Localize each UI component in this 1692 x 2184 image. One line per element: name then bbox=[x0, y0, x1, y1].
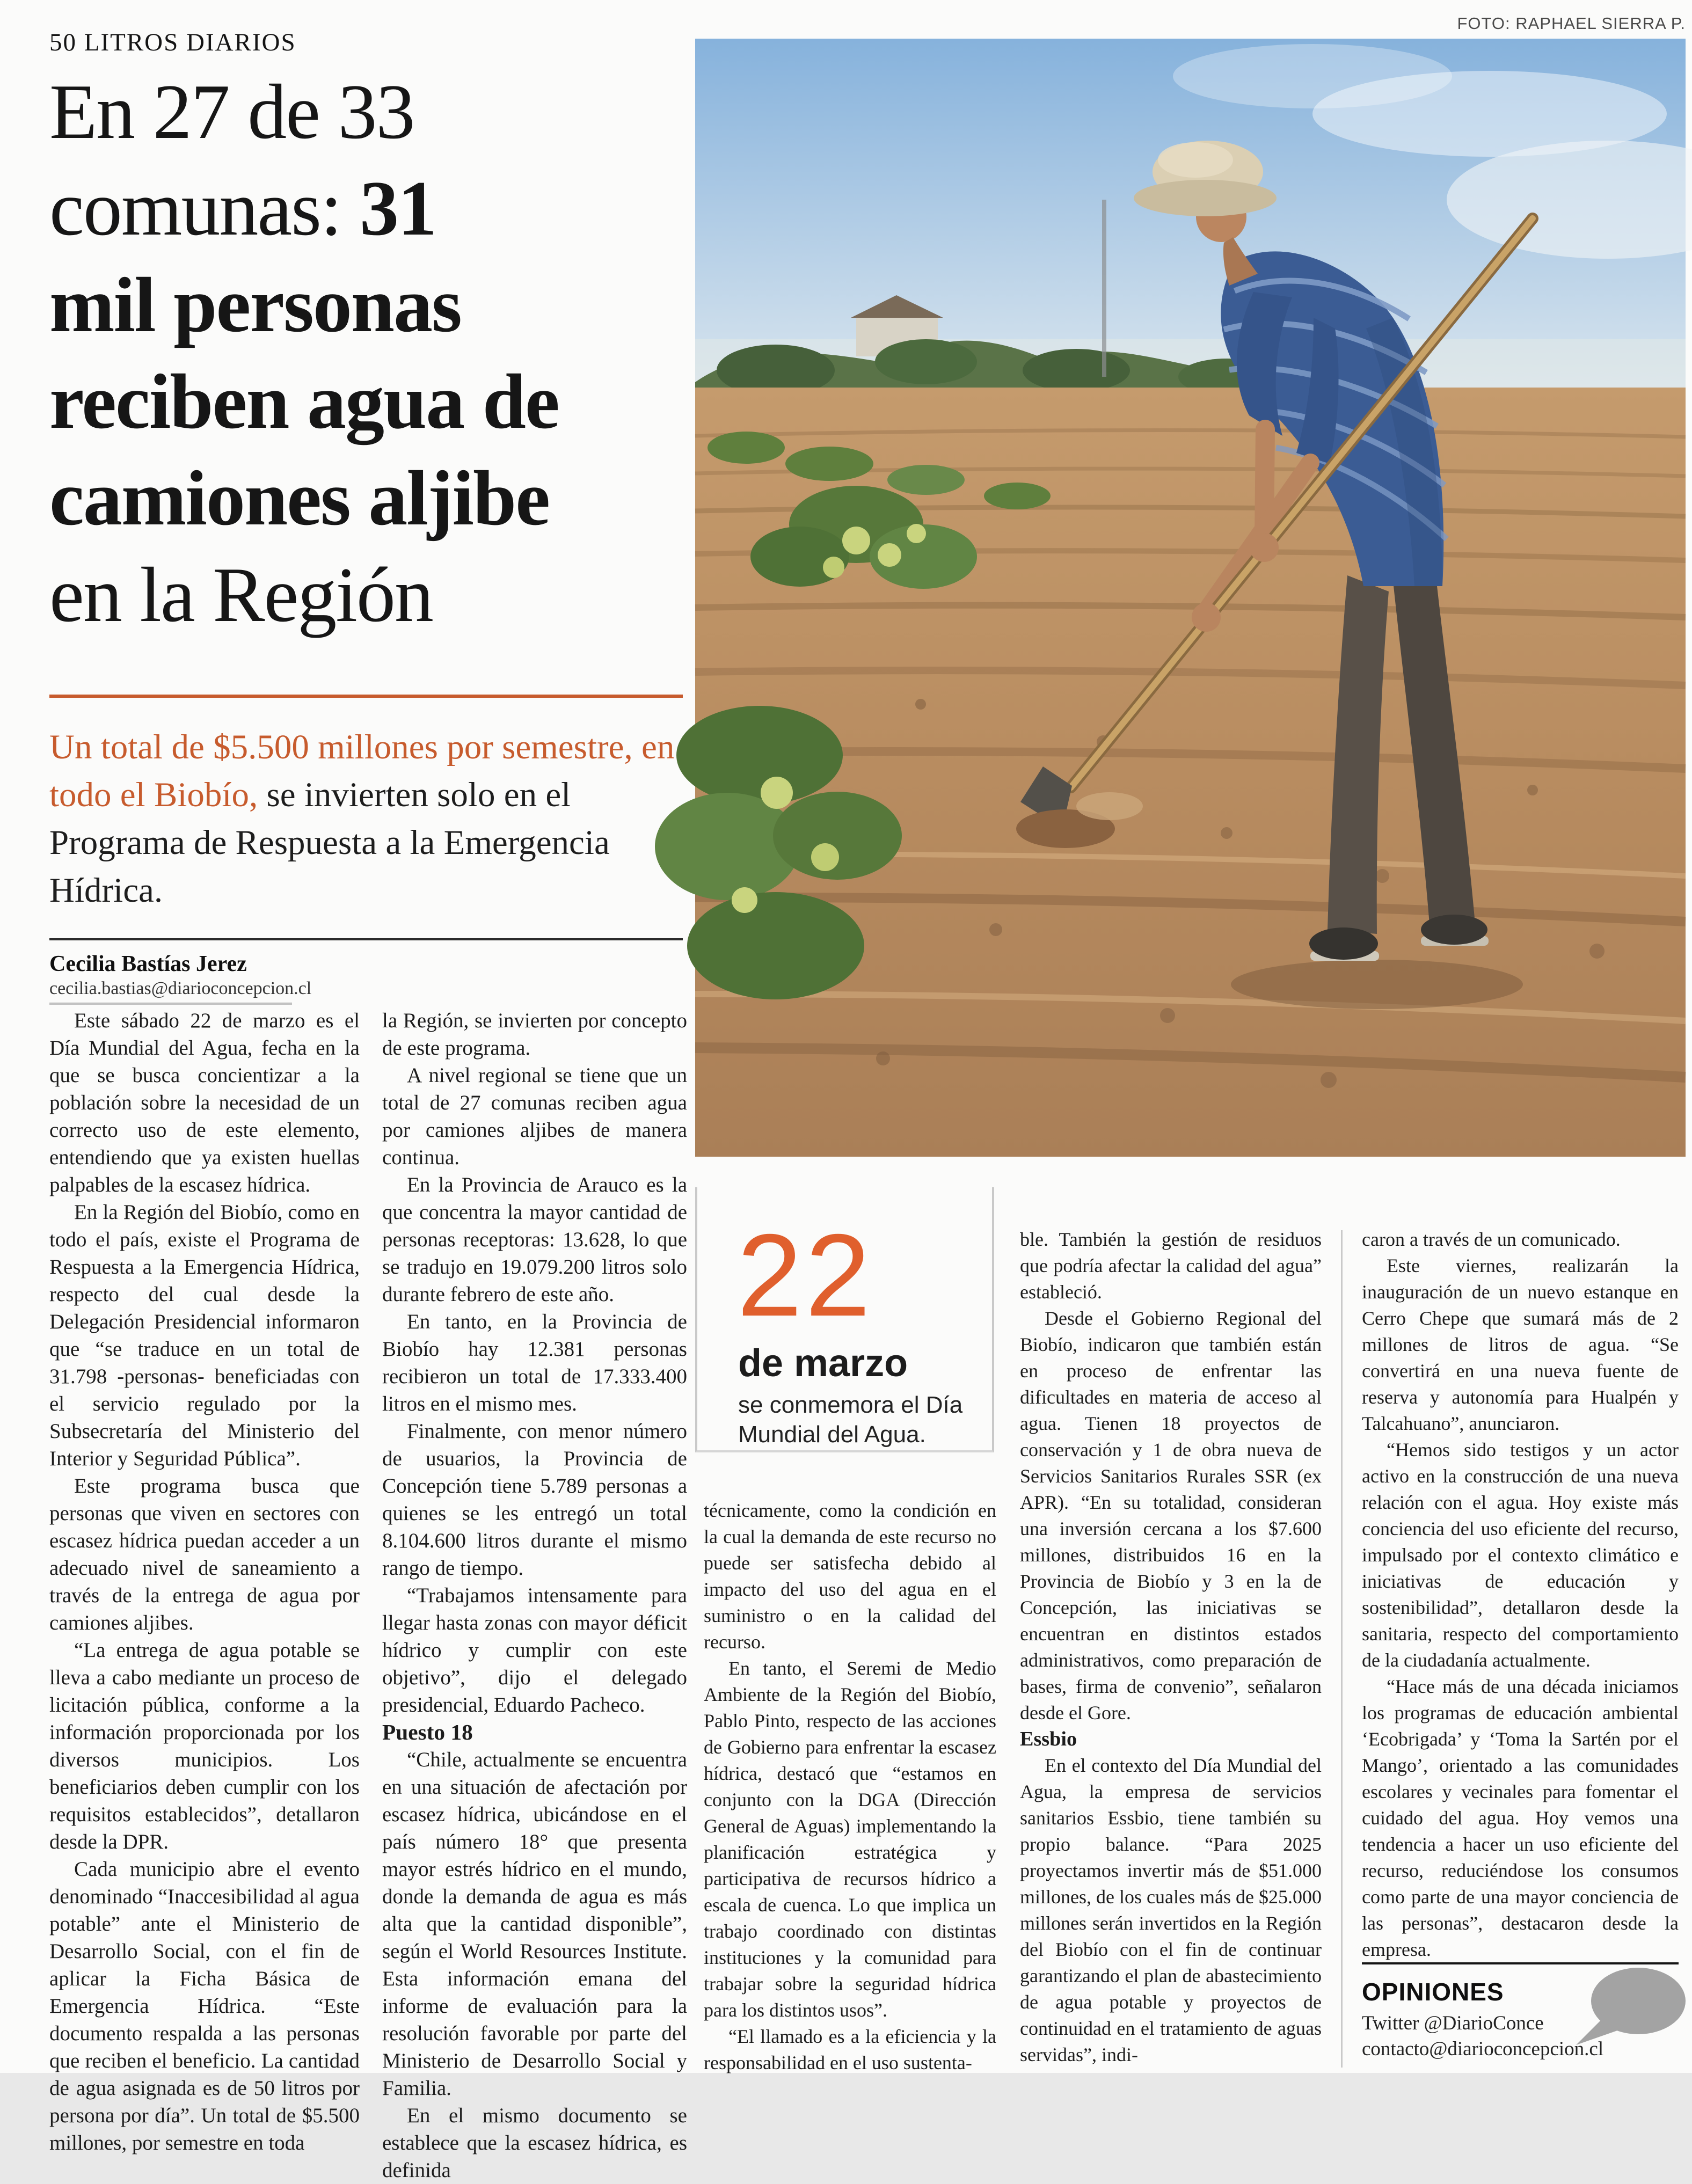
body-paragraph: Desde el Gobierno Regional del Biobío, indicaron que también están en proceso de enfrentar las dificultades en materia de acceso al agua. Tienen 18 proyectos de conservación y 1 de obra nueva de Servicios Sanitarios Rurales SSR (ex APR). “En su totalidad, consideran una inversión cercana a los $7.600 millones, distribuidos 16 en la Provincia de Biobío y 3 en la de Concepción, las iniciativas se encuentran en distintos estados administrativos, como preparación de bases, firma de convenio”, señalaron desde el Gore. bbox=[1020, 1308, 1322, 1723]
subhead-orange-text: Un total de $5.500 millones por semestre, en todo el Biobío, bbox=[49, 728, 675, 814]
callout-number: 22 bbox=[737, 1210, 874, 1341]
body-paragraph: Este sábado 22 de marzo es el Día Mundial del Agua, fecha en la que se busca concientizar a la población sobre la necesidad de un correcto uso de este elemento, entendiendo que ya existen huellas palpables de la escasez hídrica. bbox=[49, 1009, 360, 1196]
speech-bubble-icon bbox=[1573, 1967, 1687, 2048]
body-paragraph: Cada municipio abre el evento denominado “Inaccesibilidad al agua potable” ante el Ministerio de Desarrollo Social, con el fin de aplicar la Ficha Básica de Emergencia Hídrica. “Este documento respalda a las personas que reciben el beneficio. La cantidad de agua asignada es de 50 litros por persona por día”. Un total de $5.500 millones, por semestre en toda bbox=[49, 1858, 360, 2154]
hand bbox=[1192, 603, 1221, 632]
body-paragraph: “Chile, actualmente se encuentra en una situación de afectación por escasez hídrica, ubicándose en el país número 18° que presenta mayor estrés hídrico en el mundo, donde la demanda de agua es más alta que la cantidad disponible”, según el World Resources Institute. Esta información emana del informe de evaluación para la resolución favorable por parte del Ministerio de Desarrollo Social y Familia. bbox=[382, 1748, 687, 2100]
headline-line: reciben agua de bbox=[49, 358, 559, 445]
opinions-heading: OPINIONES bbox=[1362, 1978, 1504, 2006]
green-tomato bbox=[842, 527, 870, 554]
article-photo bbox=[695, 39, 1686, 1157]
headline-rule bbox=[49, 695, 683, 698]
body-paragraph: A nivel regional se tiene que un total de 27 comunas reciben agua por camiones aljibes de manera continua. bbox=[382, 1064, 687, 1169]
byline-email: cecilia.bastias@diarioconcepcion.cl bbox=[49, 978, 312, 998]
body-paragraph: En tanto, el Seremi de Medio Ambiente de la Región del Biobío, Pablo Pinto, respecto de las acciones de Gobierno para enfrentar la escasez hídrica, destacó que “estamos en conjunto con la DGA (Dirección General de Aguas) implementando la planificación estratégica y participativa de recursos hídrico a escala de cuenca. Lo que implica un trabajo coordinado con distintas instituciones y la comunidad para trabajar sobre la seguridad hídrica para los distintos usos”. bbox=[704, 1657, 996, 2021]
headline-line: comunas: 31 bbox=[49, 165, 436, 252]
body-paragraph: “La entrega de agua potable se lleva a cabo mediante un proceso de licitación pública, conforme a la información proporcionada por los diversos municipios. Los beneficiarios deben cumplir con los requisitos establecidos”, detallaron desde la DPR. bbox=[49, 1639, 360, 1853]
headline bbox=[49, 63, 691, 643]
body-paragraph: la Región, se invierten por concepto de este programa. bbox=[382, 1009, 687, 1060]
headline-line: camiones aljibe bbox=[49, 455, 550, 542]
opinions-contact-email: contacto@diarioconcepcion.cl bbox=[1362, 2038, 1604, 2060]
body-paragraph: En el contexto del Día Mundial del Agua, la empresa de servicios sanitarios Essbio, tiene también su propio balance. “Para 2025 proyectamos invertir más de $51.000 millones, de los cuales más de $25.000 millones serán invertidos en la Región del Biobío con el fin de continuar garantizando el plan de abastecimiento de agua potable y proyectos de continuidad en el tratamiento de aguas servidas”, indi- bbox=[1020, 1755, 1322, 2065]
subhead bbox=[49, 724, 688, 915]
body-paragraph: En la Región del Biobío, como en todo el país, existe el Programa de Respuesta a la Emergencia Hídrica, respecto del cual desde la Delegación Presidencial informaron que “se traduce en un total de 31.798 -personas- beneficiadas con el servicio regulado por la Subsecretaría del Ministerio del Interior y Seguridad Pública”. bbox=[49, 1201, 360, 1470]
headline-line: en la Región bbox=[49, 551, 433, 638]
section-heading-essbio: Essbio bbox=[1020, 1728, 1077, 1750]
subhead-dark-text: se invierten solo en el Programa de Respuesta a la Emergencia Hídrica. bbox=[49, 776, 610, 910]
body-paragraph: “Hemos sido testigos y un actor activo en la construcción de una nueva relación con el agua. Hoy existe más conciencia del uso eficiente del recurso, impulsado por el contexto climático e iniciativas de educación y sostenibilidad”, detallaron desde la sanitaria, respecto del comportamiento de la ciudadanía actualmente. bbox=[1362, 1439, 1679, 1671]
body-paragraph: ble. También la gestión de residuos que podría afectar la calidad del agua” estableció. bbox=[1020, 1229, 1322, 1303]
opinions-rule bbox=[1362, 1962, 1679, 1964]
text-column-5 bbox=[1362, 1226, 1679, 1960]
utility-pole bbox=[1102, 200, 1106, 377]
text-column-4 bbox=[1020, 1226, 1322, 2070]
crop-row bbox=[708, 432, 785, 464]
hand bbox=[1250, 533, 1279, 562]
callout-subtitle: de marzo bbox=[738, 1342, 908, 1385]
body-paragraph: “Trabajamos intensamente para llegar hasta zonas con mayor déficit hídrico y cumplir con este objetivo”, dijo el delegado presidencial, Eduardo Pacheco. bbox=[382, 1584, 687, 1716]
photo-credit: FOTO: RAPHAEL SIERRA P. bbox=[1457, 14, 1686, 33]
body-paragraph: “El llamado es a la eficiencia y la responsabilidad en el uso sustenta- bbox=[704, 2026, 996, 2073]
opinions-twitter-handle: Twitter @DiarioConce bbox=[1362, 2012, 1544, 2034]
byline-top-rule bbox=[49, 938, 683, 940]
field-photo-illustration bbox=[695, 39, 1686, 1157]
callout-caption: se conmemora el Día Mundial del Agua. bbox=[738, 1392, 963, 1448]
tomato-plant bbox=[676, 706, 843, 805]
section-heading-puesto-18: Puesto 18 bbox=[382, 1720, 473, 1744]
kicker: 50 LITROS DIARIOS bbox=[49, 28, 296, 56]
body-paragraph: En tanto, en la Provincia de Biobío hay 12.381 personas recibieron un total de 17.333.400 litros en el mismo mes. bbox=[382, 1310, 687, 1415]
byline-author: Cecilia Bastías Jerez bbox=[49, 952, 247, 976]
headline-line: En 27 de 33 bbox=[49, 68, 414, 155]
body-paragraph: Este viernes, realizarán la inauguración de un nuevo estanque en Cerro Chepe que sumará más de 2 millones de litros de agua. “Se convertirá en una nueva fuente de reserva y autonomía para Hualpén y Talcahuano”, anunciaron. bbox=[1362, 1255, 1679, 1434]
body-paragraph: En el mismo documento se establece que la escasez hídrica, es definida bbox=[382, 2104, 687, 2182]
shoe bbox=[1421, 915, 1487, 945]
body-paragraph: “Hace más de una década iniciamos los programas de educación ambiental ‘Ecobrigada’ y ‘Toma la Sartén por el Mango’, orientado a las comunidades escolares y vecinales para fomentar el cuidado del agua. Hoy vemos una tendencia a hacer un uso eficiente del recurso, reduciéndose los consumos como parte de una mayor conciencia de las personas”, destacaron desde la empresa. bbox=[1362, 1676, 1679, 1960]
man-shadow bbox=[1231, 960, 1523, 1009]
text-column-3 bbox=[704, 1498, 996, 2073]
headline-line: mil personas bbox=[49, 261, 461, 348]
body-paragraph: Finalmente, con menor número de usuarios, la Provincia de Concepción tiene 5.789 personas a quienes se les entregó un total 8.104.600 litros durante el mismo rango de tiempo. bbox=[382, 1420, 687, 1580]
text-column-1 bbox=[49, 1007, 360, 2154]
shoe bbox=[1309, 927, 1378, 960]
body-paragraph: caron a través de un comunicado. bbox=[1362, 1229, 1621, 1250]
text-column-2 bbox=[382, 1007, 687, 2182]
date-callout bbox=[695, 1187, 994, 1452]
column-divider-rule bbox=[1341, 1230, 1343, 2068]
body-paragraph: En la Provincia de Arauco es la que concentra la mayor cantidad de personas receptoras: 13.628, lo que se tradujo en 19.079.200 litros solo durante febrero de este año. bbox=[382, 1173, 687, 1306]
byline-bottom-rule bbox=[49, 1003, 292, 1005]
body-paragraph: técnicamente, como la condición en la cual la demanda de este recurso no puede ser satisfecha debido al impacto del uso del agua en el suministro o en la calidad del recurso. bbox=[704, 1500, 996, 1653]
body-paragraph: Este programa busca que personas que viven en sectores con escasez hídrica puedan acceder a un adecuado nivel de saneamiento a través de la entrega de agua por camiones aljibes. bbox=[49, 1474, 360, 1634]
